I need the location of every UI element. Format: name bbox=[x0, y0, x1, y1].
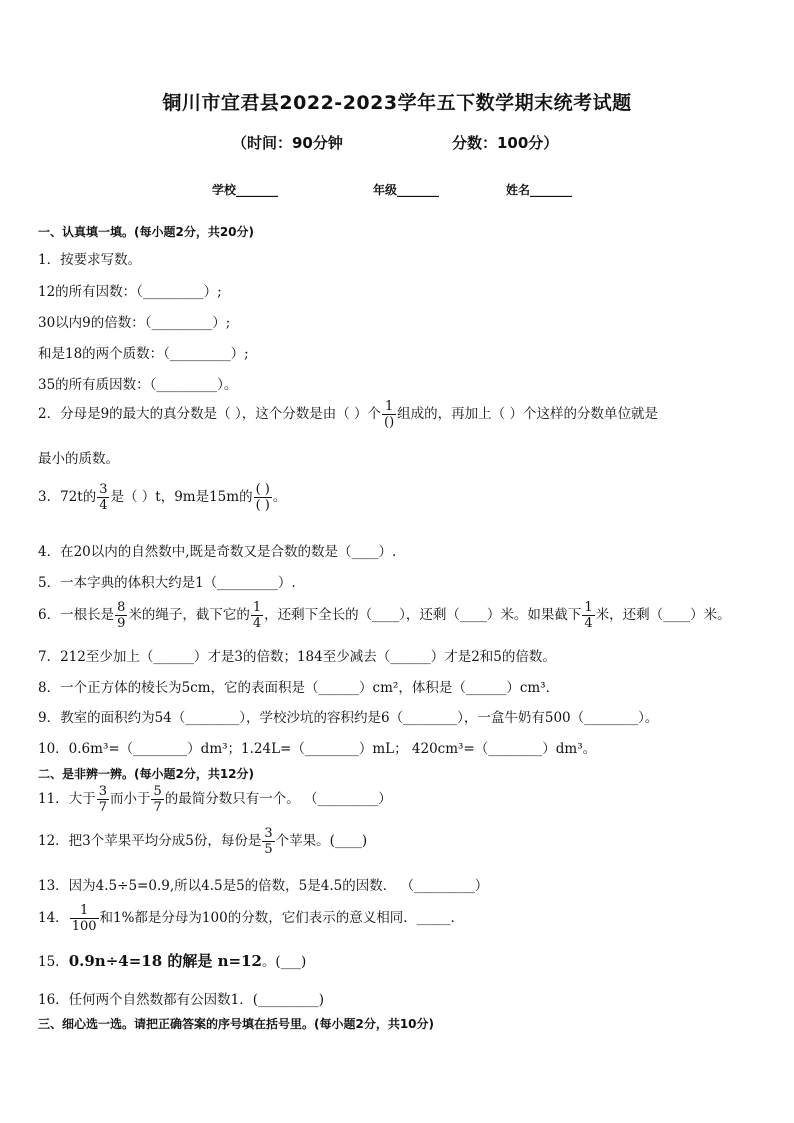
q15-line bbox=[38, 950, 306, 971]
q11-fraction-1 bbox=[97, 785, 109, 814]
q2-fraction bbox=[382, 400, 396, 429]
q14-frac-num: 1 bbox=[79, 903, 89, 918]
name-field: 姓名_______ bbox=[506, 183, 573, 197]
q16: 16．任何两个自然数都有公因数1．(_________) bbox=[38, 992, 325, 1008]
q11-frac1-den: 7 bbox=[98, 800, 107, 815]
q11-frac1-num: 3 bbox=[98, 784, 107, 799]
q1-d: 35的所有质因数：（_________）。 bbox=[38, 377, 238, 393]
q11-text-3: 的最简分数只有一个。 （_________） bbox=[164, 791, 392, 807]
section-3-heading: 三、细心选一选。请把正确答案的序号填在括号里。(每小题2分，共10分) bbox=[38, 1017, 435, 1031]
q14-frac-den: 100 bbox=[71, 919, 97, 934]
q6-text-2: 米的绳子，截下它的 bbox=[128, 607, 250, 623]
q5: 5．一本字典的体积大约是1（_________）. bbox=[38, 575, 296, 591]
q11-text-1: 11．大于 bbox=[38, 791, 96, 807]
q6-fraction-3 bbox=[582, 601, 594, 630]
q10: 10．0.6m³=（________）dm³；1.24L=（________）mL； 420cm³=（________）dm³。 bbox=[38, 741, 597, 757]
q3-line bbox=[38, 483, 286, 512]
q1-stem: 1．按要求写数。 bbox=[38, 252, 142, 268]
q3-frac2-num: ( ) bbox=[255, 482, 270, 497]
q6-text-1: 6．一根长是 bbox=[38, 607, 115, 623]
q8: 8．一个正方体的棱长为5cm，它的表面积是（______）cm²，体积是（______）cm³． bbox=[38, 680, 560, 696]
q6-text-3: ，还剩下全长的（____），还剩（____）米。如果截下 bbox=[264, 607, 582, 623]
q6-frac3-num: 1 bbox=[584, 600, 593, 615]
q6-frac1-num: 8 bbox=[117, 600, 126, 615]
q13: 13．因为4.5÷5=0.9,所以4.5是5的倍数，5是4.5的因数． （_________） bbox=[38, 878, 489, 894]
q14-line bbox=[38, 904, 464, 933]
q14-text-1: 14． bbox=[38, 910, 69, 926]
q11-text-2: 而小于 bbox=[109, 791, 151, 807]
q12-frac-num: 3 bbox=[264, 826, 273, 841]
time-limit: （时间：90分钟 bbox=[232, 134, 343, 152]
q14-fraction bbox=[70, 904, 99, 933]
q6-fraction-1 bbox=[115, 601, 127, 630]
q3-fraction-2 bbox=[254, 483, 272, 512]
q2-frac-den: () bbox=[384, 415, 395, 430]
q2-text-1: 2．分母是9的最大的真分数是（ ），这个分数是由（ ）个 bbox=[38, 406, 382, 422]
q3-text-2: 是（ ）t，9m是15m的 bbox=[110, 489, 253, 505]
q6-frac3-den: 4 bbox=[584, 616, 593, 631]
q2-line2: 最小的质数。 bbox=[38, 451, 119, 467]
q15-equation: 0.9n÷4=18 的解是 n=12 bbox=[68, 952, 262, 970]
q6-fraction-2 bbox=[251, 601, 263, 630]
section-1-heading: 一、认真填一填。(每小题2分，共20分) bbox=[38, 225, 255, 239]
q6-frac2-den: 4 bbox=[252, 616, 262, 631]
q11-frac2-num: 5 bbox=[153, 784, 162, 799]
q3-text-3: 。 bbox=[272, 489, 287, 505]
section-2-heading: 二、是非辨一辨。(每小题2分，共12分) bbox=[38, 767, 255, 781]
q6-frac2-num: 1 bbox=[252, 600, 262, 615]
q1-b: 30以内9的倍数：（_________）; bbox=[38, 315, 231, 331]
q1-a: 12的所有因数：（_________）; bbox=[38, 284, 222, 300]
q11-frac2-den: 7 bbox=[153, 800, 162, 815]
q3-text-1: 3．72t的 bbox=[38, 489, 97, 505]
q6-frac1-den: 9 bbox=[117, 616, 126, 631]
q12-text-1: 12．把3个苹果平均分成5份，每份是 bbox=[38, 833, 262, 849]
q12-line bbox=[38, 827, 367, 856]
grade-field: 年级_______ bbox=[373, 183, 440, 197]
q11-fraction-2 bbox=[151, 785, 163, 814]
q3-frac1-den: 4 bbox=[99, 498, 108, 513]
q6-text-4: 米，还剩（____）米。 bbox=[595, 607, 731, 623]
q12-fraction bbox=[262, 827, 274, 856]
q15-text-3: 。(___) bbox=[261, 954, 307, 970]
q3-frac1-num: 3 bbox=[99, 482, 108, 497]
total-score: 分数：100分） bbox=[452, 134, 559, 152]
q12-frac-den: 5 bbox=[264, 842, 273, 857]
q6-line bbox=[38, 601, 731, 630]
q14-text-2: 和1%都是分母为100的分数，它们表示的意义相同．_____． bbox=[99, 910, 464, 926]
q4: 4．在20以内的自然数中,既是奇数又是合数的数是（____）. bbox=[38, 544, 397, 560]
page-title: 铜川市宜君县2022-2023学年五下数学期末统考试题 bbox=[162, 92, 632, 114]
school-field: 学校_______ bbox=[212, 183, 279, 197]
q9: 9．教室的面积约为54（________），学校沙坑的容积约是6（________），一盒牛奶有500（________）。 bbox=[38, 710, 659, 726]
q2-line1 bbox=[38, 400, 658, 429]
q3-fraction-1 bbox=[97, 483, 109, 512]
q7: 7．212至少加上（______）才是3的倍数；184至少减去（______）才是2和5的倍数。 bbox=[38, 649, 556, 665]
q1-c: 和是18的两个质数：（_________）; bbox=[38, 346, 249, 362]
q12-text-2: 个苹果。(____) bbox=[275, 833, 368, 849]
q2-text-2: 组成的，再加上（ ）个这样的分数单位就是 bbox=[397, 406, 658, 422]
q2-frac-num: 1 bbox=[384, 399, 394, 414]
q15-text-1: 15． bbox=[38, 954, 69, 970]
q11-line bbox=[38, 785, 392, 814]
q3-frac2-den: ( ) bbox=[255, 498, 270, 513]
